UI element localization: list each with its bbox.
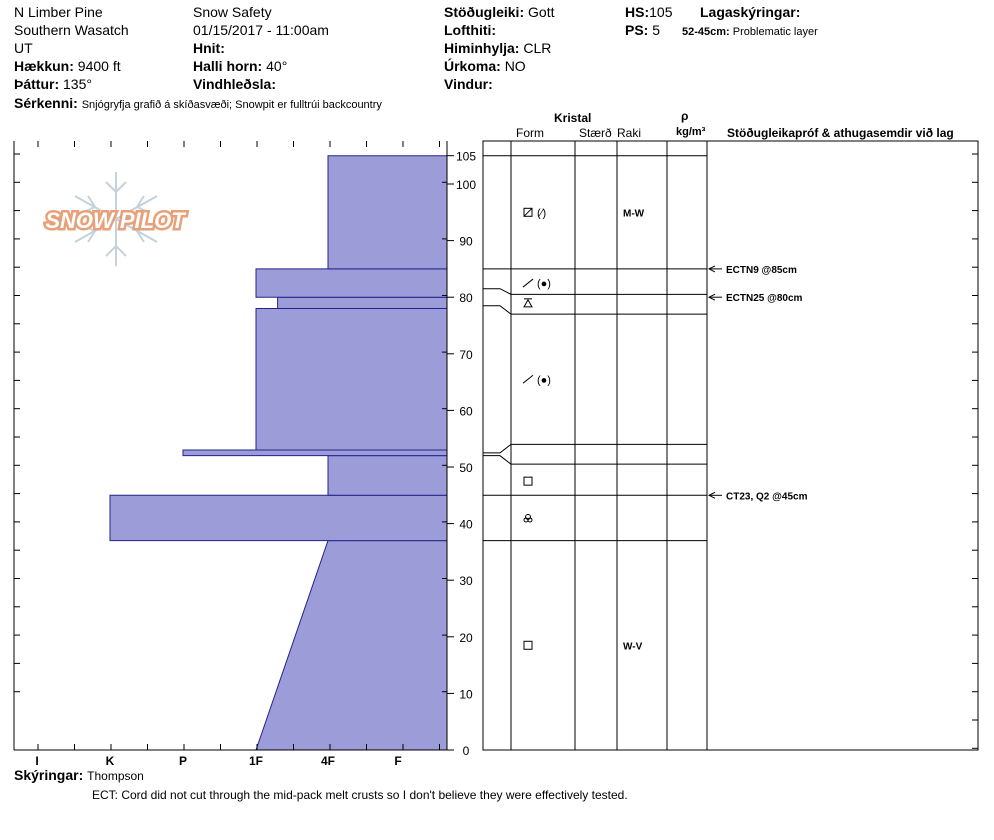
coords-label: Hnit: [193, 40, 225, 56]
stability-label: Stöðugleiki: [444, 4, 525, 20]
wind-label: Vindur: [444, 76, 493, 92]
crystal-grid [483, 141, 978, 750]
stability-tests [709, 265, 808, 502]
hardness-tick-label: K [105, 754, 115, 768]
faceted-icon [524, 477, 532, 485]
hardness-bar [110, 495, 447, 540]
hardness-bar [278, 297, 447, 308]
air-temp-label: Lofthiti: [444, 22, 497, 38]
hardness-bars [110, 156, 447, 750]
notes [14, 767, 144, 784]
hs-label: HS: [625, 4, 650, 20]
hardness-bar [256, 309, 447, 451]
height-tick-label: 0 [462, 744, 470, 758]
secondary-form-icon: (⁄) [537, 207, 547, 220]
layer-notes-label: Lagaskýringar: [700, 4, 801, 20]
aspect-label: Þáttur: [14, 76, 60, 92]
hardness-bar [183, 450, 447, 456]
secondary-form-icon: (●) [537, 278, 551, 291]
crystal-header: Kristal [554, 111, 592, 125]
moisture-label: W-V [623, 641, 643, 653]
test-label: ECTN9 @85cm [726, 264, 797, 276]
crust-icon [523, 279, 533, 287]
elevation-value: 9400 ft [77, 58, 121, 74]
layer-connector [483, 306, 511, 314]
precip-label: Úrkoma: [444, 58, 501, 74]
height-tick-label: 30 [459, 574, 473, 589]
ps-value: 5 [652, 22, 661, 38]
hardness-tick-label: P [178, 754, 188, 768]
slope-label: Halli horn: [193, 58, 263, 74]
hardness-bar [328, 156, 447, 269]
height-tick-label: 40 [459, 517, 473, 532]
height-tick-label: 80 [459, 291, 473, 306]
moisture-header: Raki [617, 126, 642, 140]
observer: Snow Safety [193, 4, 272, 20]
height-tick-label: 105 [455, 149, 477, 164]
layer-connector [483, 456, 511, 464]
hardness-tick-label: 1F [248, 754, 264, 768]
aspect-value: 135° [63, 76, 92, 92]
ps-label: PS: [625, 22, 649, 38]
layer-connector [483, 289, 511, 295]
location-name: N Limber Pine [14, 4, 103, 20]
height-tick-label: 100 [455, 178, 477, 192]
hardness-bar [256, 541, 447, 750]
elevation-label: Hækkun: [14, 58, 74, 74]
datetime: 01/15/2017 - 11:00am [193, 22, 329, 38]
crystal-table [483, 141, 978, 750]
test-label: CT23, Q2 @45cm [726, 491, 808, 503]
height-tick-label: 70 [459, 347, 473, 362]
precip-value: NO [504, 58, 526, 74]
secondary-form-icon: (●) [537, 374, 551, 387]
height-tick-label: 20 [459, 630, 473, 645]
hardness-tick-label: 4F [320, 754, 336, 768]
notes-label: Skýringar: [14, 767, 84, 783]
tests-header: Stöðugleikapróf & athugasemdir við lag [727, 126, 954, 140]
hardness-tick-label: I [35, 754, 39, 768]
crystal-marks [523, 207, 645, 652]
surface-hoar-icon [524, 300, 532, 307]
test-label: ECTN25 @80cm [726, 293, 803, 305]
density-unit-header: kg/m³ [676, 126, 706, 138]
hardness-tick-label: F [394, 754, 402, 768]
stability-value: Gott [528, 4, 555, 20]
hs-value: 105 [649, 4, 673, 20]
ect-note: ECT: Cord did not cut through the mid-pack melt crusts so I don't believe they were effectively tested. [92, 788, 628, 802]
rho-header: ρ [681, 109, 689, 123]
layer-note-text: Problematic layer [732, 26, 818, 38]
hardness-bar [328, 456, 447, 496]
specifics-value: Snjógryfja grafið á skíðasvæði; Snowpit er fulltrúi backcountry [81, 99, 382, 111]
height-tick-label: 10 [459, 687, 473, 702]
specifics-label: Sérkenni: [14, 95, 78, 111]
sky-value: CLR [523, 40, 552, 56]
notes-value: Thompson [87, 769, 144, 783]
size-header: Stærð [579, 126, 612, 140]
hardness-bar [256, 269, 447, 297]
crust-icon [523, 375, 533, 383]
state-name: UT [14, 40, 33, 56]
slope-value: 40° [266, 58, 288, 74]
form-header: Form [516, 126, 544, 140]
range-name: Southern Wasatch [14, 22, 129, 38]
height-tick-label: 50 [459, 461, 473, 475]
height-tick-label: 60 [459, 404, 473, 419]
layer-connector [483, 444, 511, 452]
sky-label: Himinhylja: [444, 40, 520, 56]
faceted-icon [524, 641, 532, 649]
moisture-label: M-W [623, 208, 645, 220]
layer-note-range: 52-45cm: [682, 26, 730, 38]
wind-loading-label: Vindhleðsla: [193, 76, 276, 92]
height-tick-label: 90 [459, 234, 473, 249]
faceted-rounded-icon [524, 208, 532, 216]
logo-text: SNOW PILOT [45, 208, 185, 233]
